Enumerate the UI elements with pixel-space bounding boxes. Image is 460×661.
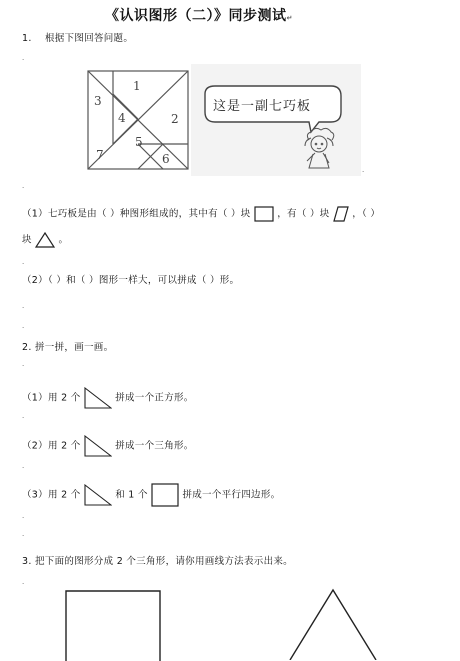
square-icon xyxy=(151,483,179,507)
question-2-heading: 2. 拼一拼，画一画。 xyxy=(22,342,114,353)
paragraph-mark: . xyxy=(22,302,25,310)
paragraph-mark: . xyxy=(22,182,25,190)
paragraph-mark: . xyxy=(22,322,25,330)
paragraph-mark: . xyxy=(22,578,25,586)
illustration-panel xyxy=(191,64,361,176)
paragraph-mark: . xyxy=(22,54,25,62)
paragraph-mark: . xyxy=(22,360,25,368)
q3-triangle-figure xyxy=(286,588,380,660)
girl-doodle-icon xyxy=(305,128,334,168)
paragraph-mark: . xyxy=(22,530,25,538)
speech-bubble-text: 这是一副七巧板 xyxy=(213,99,312,114)
paragraph-mark: . xyxy=(22,258,25,266)
tangram-piece-7: 7 xyxy=(96,148,104,162)
question-1-heading: 1. 根据下图回答问题。 xyxy=(22,33,134,44)
tangram-piece-2: 2 xyxy=(171,112,179,126)
triangle-icon xyxy=(35,232,55,248)
tangram-figure xyxy=(85,68,191,172)
tangram-piece-5: 5 xyxy=(135,135,143,149)
paragraph-mark: . xyxy=(22,412,25,420)
right-triangle-icon xyxy=(84,387,112,409)
question-2-3-line: （3）用 2 个 和 1 个 拼成一个平行四边形。 xyxy=(22,483,280,507)
question-1-1-line: （1）七巧板是由（ ）种图形组成的，其中有（ ）块 ，有（ ）块 ，（ ） xyxy=(22,206,380,222)
question-2-1-line: （1）用 2 个 拼成一个正方形。 xyxy=(22,387,194,409)
tangram-piece-3: 3 xyxy=(94,94,102,108)
question-1-1-line-2: 块 。 xyxy=(22,232,68,248)
paragraph-mark: . xyxy=(22,462,25,470)
paragraph-mark: . xyxy=(362,166,365,174)
square-icon xyxy=(254,206,274,222)
page-title: 《认识图形（二）》同步测试↵ xyxy=(105,8,293,24)
right-triangle-icon xyxy=(84,435,112,457)
q3-square-figure xyxy=(64,589,162,661)
question-2-2-line: （2）用 2 个 拼成一个三角形。 xyxy=(22,435,194,457)
tangram-piece-1: 1 xyxy=(133,79,141,93)
question-3-heading: 3. 把下面的图形分成 2 个三角形，请你用画线方法表示出来。 xyxy=(22,556,293,567)
tangram-piece-4: 4 xyxy=(118,111,126,125)
parallelogram-icon xyxy=(333,206,349,222)
tangram-piece-6: 6 xyxy=(162,152,170,166)
paragraph-mark: . xyxy=(22,512,25,520)
right-triangle-icon xyxy=(84,484,112,506)
question-1-2-line: （2）（ ）和（ ）图形一样大，可以拼成（ ）形。 xyxy=(22,275,240,286)
